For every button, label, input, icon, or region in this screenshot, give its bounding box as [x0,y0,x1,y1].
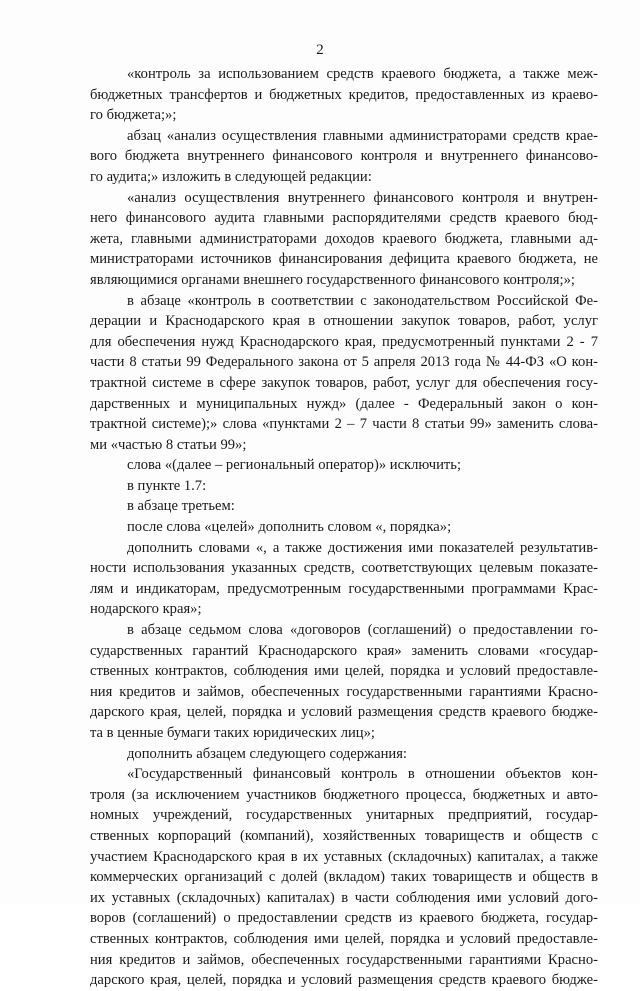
text-line: «контроль за использованием средств краевого бюджета, а также меж- [127,66,598,82]
text-line: являющимися органами внешнего государственного финансового контроля;»; [90,271,575,288]
text-line: «анализ осуществления внутреннего финансового контроля и внутрен- [127,189,598,206]
text-line: го аудита;» изложить в следующей редакции: [90,168,372,185]
text-line: трактной системе в сфере закупок товаров, работ, услуг для обеспечения госу- [90,374,598,391]
text-line: ния кредитов и займов, обеспеченных государственными гарантиями Красно- [90,951,598,968]
text-line: коммерческих организаций с долей (вкладом) таких товариществ и обществ в [90,869,598,886]
text-line: в абзаце третьем: [127,498,235,515]
text-line: ственных контрактов, соблюдения ими целей, порядка и условий предоставле- [90,930,598,947]
text-line: дарского края, целей, порядка и условий размещения средств краевого бюдже- [90,704,598,721]
text-line: их уставных (складочных) капиталах) в части соблюдения ими условий дого- [90,889,598,906]
text-line: в абзаце седьмом слова «договоров (соглашений) о предоставлении го- [127,622,598,639]
text-line: вого бюджета внутреннего финансового контроля и внутреннего финансово- [90,148,598,165]
text-line: троля (за исключением участников бюджетного процесса, бюджетных и авто- [90,786,598,803]
text-line: нодарского края»; [90,601,202,618]
text-line: после слова «целей» дополнить словом «, порядка»; [127,519,452,536]
text-line: него финансового аудита главными распорядителями средств краевого бюд- [90,210,598,227]
text-line: лям и индикаторам, предусмотренным государственными программами Крас- [90,580,598,597]
text-line: ственных контрактов, соблюдения ими целей, порядка и условий предоставле- [90,663,598,680]
text-line: для обеспечения нужд Краснодарского края, предусмотренный пунктами 2 - 7 [90,333,598,350]
text-line: ния кредитов и займов, обеспеченных государственными гарантиями Красно- [90,683,598,700]
text-line: в пункте 1.7: [127,477,207,494]
text-line: номных учреждений, государственных унитарных предприятий, государ- [90,807,598,824]
text-line: ности использования указанных средств, соответствующих целевым показате- [90,560,598,577]
text-line: дополнить абзацем следующего содержания: [127,745,407,762]
text-line: участием Краснодарского края в их уставных (складочных) капиталах, а также [90,848,598,865]
text-line: бюджетных трансфертов и бюджетных кредитов, предоставленных из краево- [90,86,598,103]
text-line: дарственных и муниципальных нужд» (далее - Федеральный закон о кон- [90,395,598,412]
page-number: 2 [316,42,324,58]
text-line: ственных корпораций (компаний), хозяйственных товариществ и обществ с [90,827,598,844]
text-line: сударственных гарантий Краснодарского края» заменить словами «государ- [90,642,598,659]
text-line: дерации и Краснодарского края в отношении закупок товаров, работ, услуг [90,313,598,330]
text-line: дополнить словами «, а также достижения ими показателей результатив- [127,539,598,556]
text-line: части 8 статьи 99 Федерального закона от 5 апреля 2013 года № 44-ФЗ «О кон- [90,354,598,371]
text-line: абзац «анализ осуществления главными администраторами средств крае- [127,127,598,144]
text-line: дарского края, целей, порядка и условий размещения средств краевого бюдже- [90,972,598,989]
text-line: в абзаце «контроль в соответствии с законодательством Российской Фе- [127,292,598,309]
text-line: воров (соглашений) о предоставлении средств из краевого бюджета, государ- [90,910,598,927]
text-line: слова «(далее – региональный оператор)» исключить; [127,457,462,474]
text-line: министраторами источников финансирования дефицита краевого бюджета, не [90,251,598,268]
text-line: ми «частью 8 статьи 99»; [90,436,247,453]
text-line: та в ценные бумаги таких юридических лиц»; [90,725,375,741]
document-body [90,64,598,991]
text-line: жета, главными администраторами доходов краевого бюджета, главными ад- [90,230,598,247]
text-line: «Государственный финансовый контроль в отношении объектов кон- [127,766,598,783]
text-line: го бюджета;»; [90,107,177,124]
text-line: трактной системе);» слова «пунктами 2 – 7 части 8 статьи 99» заменить слова- [90,416,598,433]
